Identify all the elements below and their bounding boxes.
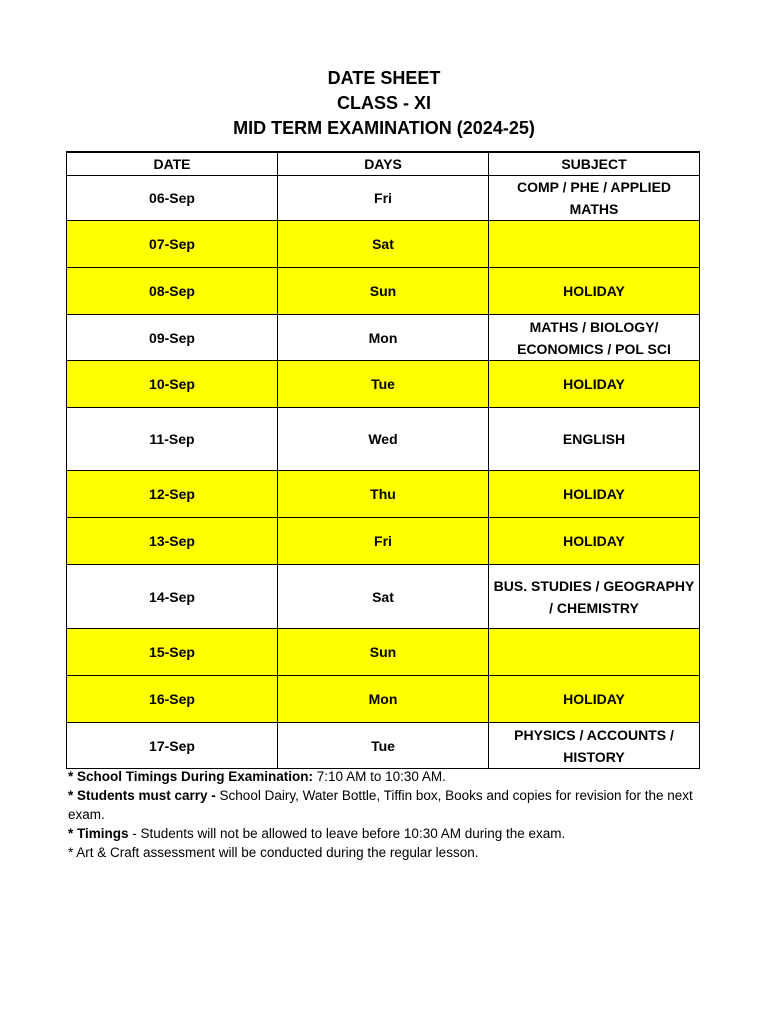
table-row bbox=[67, 723, 700, 769]
table-header-row bbox=[67, 152, 700, 176]
date-cell: 14-Sep bbox=[67, 565, 278, 629]
date-cell: 12-Sep bbox=[67, 471, 278, 518]
day-cell: Wed bbox=[278, 408, 489, 471]
subject-cell: HOLIDAY bbox=[489, 676, 700, 723]
day-cell: Fri bbox=[278, 518, 489, 565]
date-cell: 15-Sep bbox=[67, 629, 278, 676]
subject-cell: HOLIDAY bbox=[489, 471, 700, 518]
table-row bbox=[67, 408, 700, 471]
notes-section bbox=[68, 767, 708, 862]
date-sheet-table bbox=[66, 151, 700, 769]
title-class: CLASS - XI bbox=[336, 93, 431, 113]
table-row bbox=[67, 471, 700, 518]
date-cell: 06-Sep bbox=[67, 176, 278, 221]
table-row bbox=[67, 315, 700, 361]
day-cell: Tue bbox=[278, 361, 489, 408]
day-cell: Thu bbox=[278, 471, 489, 518]
day-cell: Sat bbox=[278, 565, 489, 629]
note-item: * Students must carry - School Dairy, Water Bottle, Tiffin box, Books and copies for revision for the next exam. bbox=[68, 788, 693, 822]
table-row bbox=[67, 518, 700, 565]
table-row bbox=[67, 268, 700, 315]
title-exam: MID TERM EXAMINATION (2024-25) bbox=[233, 118, 535, 138]
day-cell: Mon bbox=[278, 315, 489, 361]
column-header-days: DAYS bbox=[278, 152, 489, 176]
subject-cell bbox=[489, 221, 700, 268]
subject-cell: HOLIDAY bbox=[489, 361, 700, 408]
table-row bbox=[67, 176, 700, 221]
subject-cell: HOLIDAY bbox=[489, 518, 700, 565]
subject-cell: PHYSICS / ACCOUNTS / HISTORY bbox=[489, 723, 700, 769]
date-cell: 09-Sep bbox=[67, 315, 278, 361]
note-item: * Timings - Students will not be allowed to leave before 10:30 AM during the exam. bbox=[68, 826, 566, 841]
table-row bbox=[67, 676, 700, 723]
table-row bbox=[67, 221, 700, 268]
day-cell: Sun bbox=[278, 268, 489, 315]
table-row bbox=[67, 361, 700, 408]
subject-cell: ENGLISH bbox=[489, 408, 700, 471]
date-cell: 10-Sep bbox=[67, 361, 278, 408]
note-item: * School Timings During Examination: 7:10 AM to 10:30 AM. bbox=[68, 769, 446, 784]
title-date-sheet: DATE SHEET bbox=[327, 68, 441, 88]
table-row bbox=[67, 565, 700, 629]
date-cell: 17-Sep bbox=[67, 723, 278, 769]
document-header bbox=[0, 66, 768, 141]
subject-cell bbox=[489, 629, 700, 676]
subject-cell: BUS. STUDIES / GEOGRAPHY / CHEMISTRY bbox=[489, 565, 700, 629]
date-cell: 08-Sep bbox=[67, 268, 278, 315]
column-header-date: DATE bbox=[67, 152, 278, 176]
day-cell: Fri bbox=[278, 176, 489, 221]
column-header-subject: SUBJECT bbox=[489, 152, 700, 176]
table-row bbox=[67, 629, 700, 676]
day-cell: Sun bbox=[278, 629, 489, 676]
subject-cell: MATHS / BIOLOGY/ ECONOMICS / POL SCI bbox=[489, 315, 700, 361]
day-cell: Sat bbox=[278, 221, 489, 268]
date-cell: 16-Sep bbox=[67, 676, 278, 723]
subject-cell: HOLIDAY bbox=[489, 268, 700, 315]
day-cell: Tue bbox=[278, 723, 489, 769]
date-cell: 11-Sep bbox=[67, 408, 278, 471]
day-cell: Mon bbox=[278, 676, 489, 723]
date-cell: 07-Sep bbox=[67, 221, 278, 268]
subject-cell: COMP / PHE / APPLIED MATHS bbox=[489, 176, 700, 221]
date-cell: 13-Sep bbox=[67, 518, 278, 565]
note-item: * Art & Craft assessment will be conducted during the regular lesson. bbox=[68, 845, 479, 860]
